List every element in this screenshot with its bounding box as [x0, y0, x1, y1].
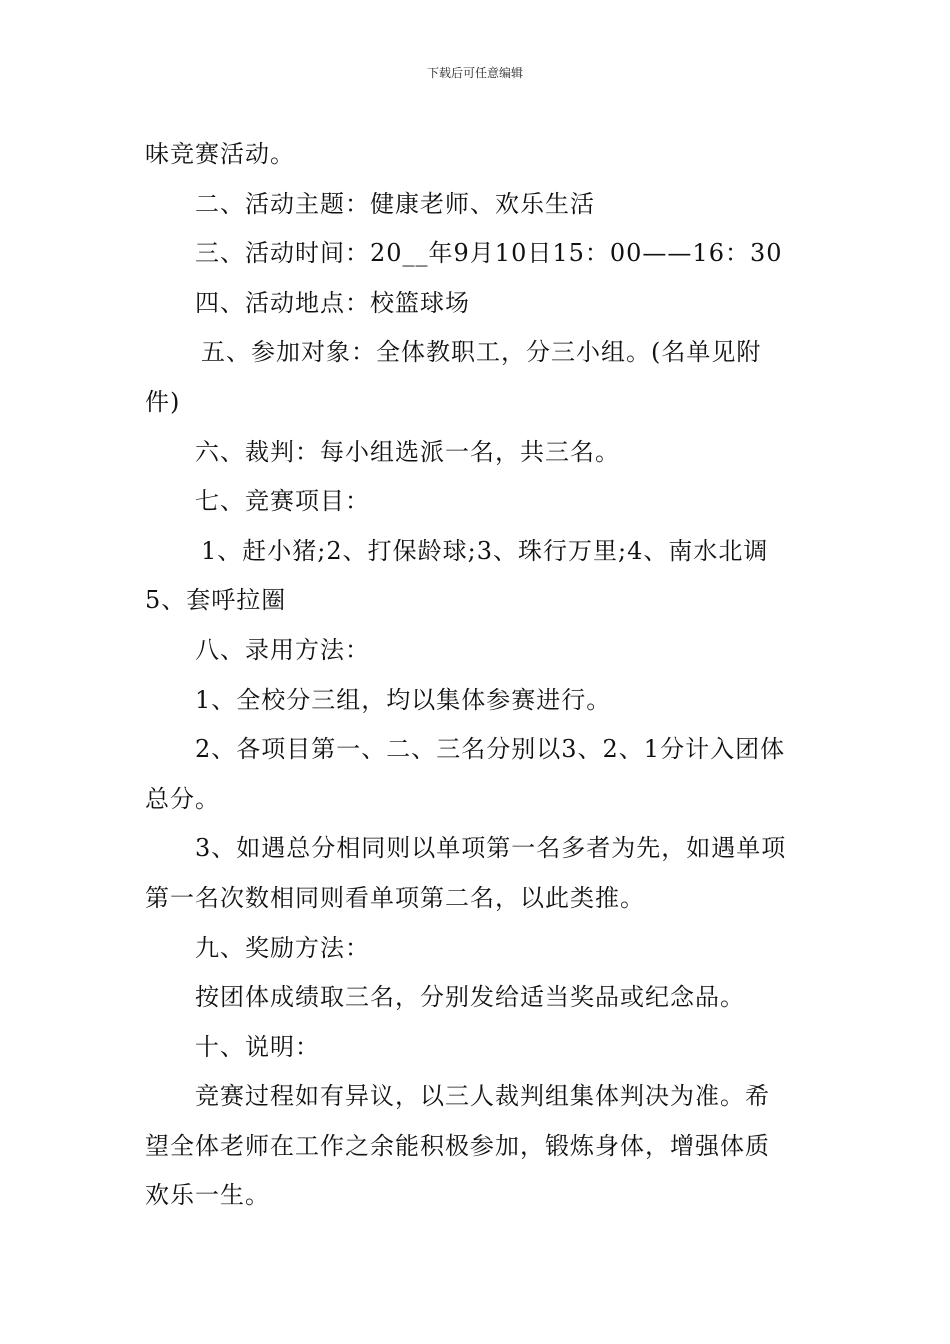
section-ten-note-ending: 欢乐一生。 — [145, 1181, 270, 1210]
body-line-1: 味竞赛活动。 — [145, 140, 295, 168]
section-five-participants: 五、参加对象：全体教职工，分三小组。(名单见附 — [201, 338, 762, 367]
section-five-continuation: 件) — [145, 387, 181, 416]
section-eight-rule-3: 3、如遇总分相同则以单项第一名多者为先，如遇单项 — [195, 834, 787, 863]
section-four-location: 四、活动地点：校篮球场 — [195, 288, 470, 317]
section-ten-heading: 十、说明： — [195, 1032, 320, 1061]
section-three-time: 三、活动时间：20__年9月10日15：00——16：30 — [195, 239, 783, 268]
section-seven-heading: 七、竞赛项目： — [195, 487, 370, 516]
section-nine-award: 按团体成绩取三名，分别发给适当奖品或纪念品。 — [195, 983, 745, 1012]
section-nine-heading: 九、奖励方法： — [195, 933, 370, 962]
section-eight-rule-3-continuation: 第一名次数相同则看单项第二名，以此类推。 — [145, 883, 645, 912]
document-body — [145, 130, 807, 1221]
section-eight-heading: 八、录用方法： — [195, 635, 370, 664]
section-two-theme: 二、活动主题：健康老师、欢乐生活 — [195, 189, 595, 218]
section-six-referee: 六、裁判：每小组选派一名，共三名。 — [195, 437, 620, 466]
section-eight-rule-2: 2、各项目第一、二、三名分别以3、2、1分计入团体 — [195, 735, 786, 764]
page-header: 下载后可任意编辑 — [426, 66, 523, 80]
section-ten-note-continuation: 望全体老师在工作之余能积极参加，锻炼身体，增强体质 — [145, 1131, 770, 1160]
section-eight-rule-2-continuation: 总分。 — [145, 784, 220, 813]
section-seven-items: 1、赶小猪;2、打保龄球;3、珠行万里;4、南水北调 — [201, 536, 769, 565]
section-eight-rule-1: 1、全校分三组，均以集体参赛进行。 — [195, 685, 612, 714]
section-ten-note: 竞赛过程如有异议，以三人裁判组集体判决为准。希 — [195, 1082, 770, 1111]
section-seven-items-continuation: 5、套呼拉圈 — [145, 586, 287, 615]
